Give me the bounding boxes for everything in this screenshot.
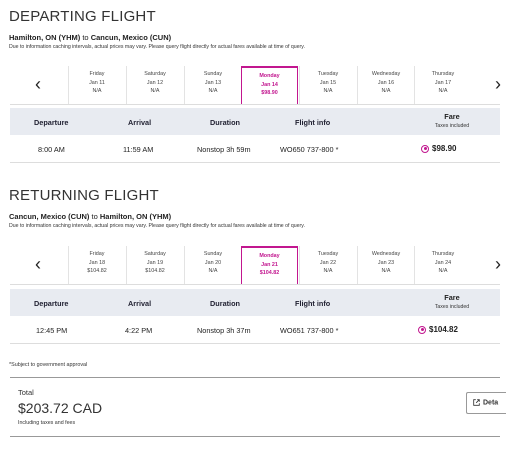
day-price: N/A	[381, 268, 391, 275]
fare-price: $104.82	[429, 325, 458, 334]
total-label: Total	[18, 388, 34, 397]
date-option[interactable]	[357, 66, 414, 104]
next-dates-button[interactable]: ›	[495, 254, 501, 274]
col-flight-info: Flight info	[295, 118, 331, 127]
returning-disclaimer: Due to information caching intervals, actual prices may vary. Please query flight directly for actual fares available at time of query.	[9, 223, 305, 229]
day-date: Jan 19	[146, 259, 164, 266]
fare-radio-option[interactable]	[418, 325, 458, 334]
day-weekday: Wednesday	[371, 71, 401, 77]
day-weekday: Monday	[259, 253, 280, 259]
col-duration: Duration	[210, 299, 240, 308]
radio-selected-icon[interactable]	[421, 145, 429, 153]
date-option[interactable]	[357, 246, 414, 284]
day-price: N/A	[381, 88, 391, 95]
flight-arrival: 11:59 AM	[123, 145, 154, 154]
radio-selected-icon[interactable]	[418, 326, 426, 334]
route-to: to	[82, 33, 89, 42]
day-weekday: Friday	[89, 71, 105, 77]
day-date: Jan 15	[319, 79, 337, 86]
day-price: $104.82	[145, 268, 165, 275]
col-arrival: Arrival	[128, 118, 152, 127]
date-option[interactable]	[184, 246, 241, 284]
day-date: Jan 11	[89, 79, 105, 86]
day-date: Jan 13	[204, 79, 222, 86]
day-date: Jan 16	[377, 79, 395, 86]
date-option[interactable]	[299, 66, 356, 104]
day-price: N/A	[323, 88, 333, 95]
prev-dates-button[interactable]: ‹	[35, 254, 41, 274]
returning-heading: RETURNING FLIGHT	[9, 187, 159, 204]
day-price: N/A	[208, 88, 218, 95]
day-price: N/A	[438, 88, 448, 95]
date-option[interactable]	[126, 246, 183, 284]
fare-radio-option[interactable]	[421, 144, 456, 153]
day-weekday: Sunday	[203, 251, 223, 257]
route-to: to	[91, 212, 98, 221]
col-fare	[422, 293, 482, 310]
day-weekday: Tuesday	[317, 71, 339, 77]
flight-info: WO650 737-800 *	[280, 145, 339, 154]
day-price: N/A	[438, 268, 448, 275]
day-date: Jan 18	[88, 259, 106, 266]
external-link-icon	[473, 399, 480, 406]
details-label: Deta	[483, 399, 499, 407]
prev-dates-button[interactable]: ‹	[35, 74, 41, 94]
subject-note: *Subject to government approval	[9, 362, 88, 368]
date-option[interactable]	[68, 66, 125, 104]
flight-duration: Nonstop 3h 59m	[197, 145, 251, 154]
day-price: $98.90	[261, 90, 278, 97]
col-departure: Departure	[34, 299, 69, 308]
details-button[interactable]	[466, 392, 506, 414]
day-weekday: Saturday	[144, 71, 166, 77]
day-weekday: Thursday	[431, 251, 455, 257]
date-option[interactable]	[184, 66, 241, 104]
departing-disclaimer: Due to information caching intervals, actual prices may vary. Please query flight directly for actual fares available at time of query.	[9, 44, 305, 50]
departing-route	[9, 33, 171, 42]
returning-route	[9, 212, 171, 221]
col-duration: Duration	[210, 118, 240, 127]
departing-flight-row[interactable]	[10, 136, 500, 163]
returning-table-header	[10, 289, 500, 316]
fare-sublabel: Taxes included	[434, 123, 470, 129]
day-date: Jan 24	[434, 259, 452, 266]
day-price: N/A	[92, 88, 102, 95]
date-option[interactable]	[414, 246, 471, 284]
flight-departure: 12:45 PM	[36, 326, 68, 335]
route-destination: Cancun, Mexico (CUN)	[90, 33, 172, 42]
total-summary	[10, 377, 500, 437]
route-origin: Cancun, Mexico (CUN)	[9, 212, 90, 221]
flight-departure: 8:00 AM	[38, 145, 65, 154]
route-origin: Hamilton, ON (YHM)	[9, 33, 81, 42]
fare-price: $98.90	[432, 144, 457, 153]
day-date: Jan 17	[434, 79, 452, 86]
col-flight-info: Flight info	[295, 299, 331, 308]
route-destination: Hamilton, ON (YHM)	[99, 212, 172, 221]
day-price: N/A	[150, 88, 160, 95]
date-option-selected[interactable]	[241, 246, 298, 284]
departing-heading: DEPARTING FLIGHT	[9, 8, 156, 25]
day-date: Jan 22	[319, 259, 337, 266]
day-weekday: Saturday	[144, 251, 166, 257]
day-weekday: Monday	[259, 73, 280, 79]
day-price: N/A	[323, 268, 333, 275]
departing-table-header	[10, 108, 500, 135]
col-arrival: Arrival	[128, 299, 152, 308]
fare-label: Fare	[444, 112, 460, 121]
day-date: Jan 14	[261, 81, 278, 88]
date-option[interactable]	[299, 246, 356, 284]
flight-arrival: 4:22 PM	[125, 326, 153, 335]
day-price: $104.82	[259, 270, 280, 277]
fare-sublabel: Taxes included	[434, 304, 470, 310]
day-weekday: Tuesday	[317, 251, 339, 257]
next-dates-button[interactable]: ›	[495, 74, 501, 94]
date-option[interactable]	[68, 246, 125, 284]
day-date: Jan 23	[377, 259, 395, 266]
flight-info: WO651 737-800 *	[280, 326, 339, 335]
day-weekday: Wednesday	[371, 251, 401, 257]
flight-duration: Nonstop 3h 37m	[197, 326, 251, 335]
returning-date-selector	[10, 246, 500, 285]
day-price: $104.82	[87, 268, 107, 275]
fare-label: Fare	[444, 293, 460, 302]
date-option[interactable]	[126, 66, 183, 104]
date-option[interactable]	[414, 66, 471, 104]
date-option-selected[interactable]	[241, 66, 298, 104]
day-weekday: Friday	[89, 251, 105, 257]
total-note: Including taxes and fees	[18, 420, 76, 426]
returning-flight-row[interactable]	[10, 317, 500, 344]
total-amount: $203.72 CAD	[18, 400, 103, 416]
departing-date-selector	[10, 66, 500, 105]
col-fare	[422, 112, 482, 129]
col-departure: Departure	[34, 118, 69, 127]
day-weekday: Sunday	[203, 71, 223, 77]
day-date: Jan 12	[146, 79, 164, 86]
day-price: N/A	[208, 268, 218, 275]
day-weekday: Thursday	[431, 71, 455, 77]
day-date: Jan 21	[261, 261, 278, 268]
day-date: Jan 20	[204, 259, 222, 266]
